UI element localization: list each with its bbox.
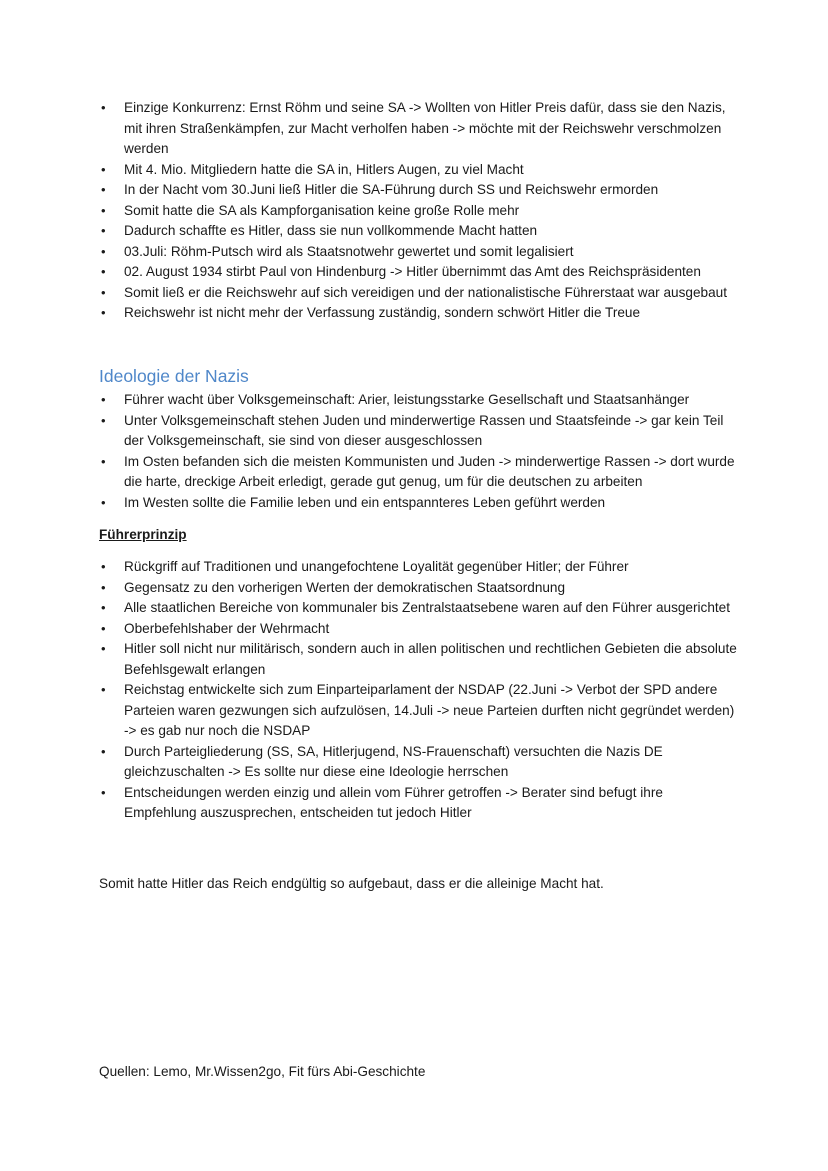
list-item-text: Hitler soll nicht nur militärisch, sondern auch in allen politischen und rechtlichen Gebieten die absolute Befehlsgewalt erlangen [124,641,737,677]
list-item [99,598,739,619]
list-item [99,160,739,181]
bullet-icon: • [101,100,106,115]
list-item-text: Entscheidungen werden einzig und allein vom Führer getroffen -> Berater sind befugt ihre Empfehlung auszusprechen, entscheiden tut jedoch Hitler [124,784,663,820]
bullet-icon: • [101,784,106,800]
list-item [99,283,739,304]
bullet-icon: • [101,412,106,428]
bullet-icon: • [101,579,106,595]
bullet-icon: • [101,682,106,697]
list-item [99,639,739,680]
list-item [99,578,739,599]
list-item-text: Gegensatz zu den vorherigen Werten der demokratischen Staatsordnung [124,579,566,595]
list-item [99,411,739,452]
bullet-icon: • [101,161,106,177]
bullet-icon: • [101,453,106,469]
list-item [99,262,739,283]
list-item [99,221,739,242]
list-item [99,619,739,640]
bullet-icon: • [101,182,106,197]
section-heading-ideologie: Ideologie der Nazis [99,366,249,386]
bullet-icon: • [101,305,106,320]
bullet-list-ideologie [99,390,739,513]
list-item-text: Somit hatte die SA als Kampforganisation keine große Rolle mehr [124,202,520,218]
list-item-text: Unter Volksgemeinschaft stehen Juden und minderwertige Rassen und Staatsfeinde -> gar kein Teil der Volksgemeinschaft, sie sind von dieser ausgeschlossen [124,412,724,448]
bullet-icon: • [101,392,106,407]
list-item [99,493,739,514]
bullet-icon: • [101,620,106,636]
list-item [99,783,739,824]
bullet-list-roehm [99,98,739,324]
bullet-icon: • [101,202,106,218]
bullet-icon: • [101,559,106,574]
list-item [99,98,739,160]
list-item [99,742,739,783]
bullet-icon: • [101,641,106,656]
bullet-icon: • [101,264,106,279]
list-item [99,242,739,263]
list-item [99,557,739,578]
bullet-icon: • [101,600,106,615]
list-item-text: Reichswehr ist nicht mehr der Verfassung zuständig, sondern schwört Hitler die Treue [124,305,641,320]
list-item-text: 03.Juli: Röhm-Putsch wird als Staatsnotwehr gewertet und somit legalisiert [124,243,574,259]
list-item-text: Im Osten befanden sich die meisten Kommunisten und Juden -> minderwertige Rassen -> dort wurde die harte, dreckige Arbeit erledigt, gerade gut genug, um für die deutschen zu arbeiten [124,453,735,489]
list-item [99,180,739,201]
bullet-icon: • [101,743,106,759]
list-item-text: Führer wacht über Volksgemeinschaft: Arier, leistungsstarke Gesellschaft und Staatsanhänger [124,392,690,407]
bullet-icon: • [101,284,106,300]
bullet-list-fuehrerprinzip [99,557,739,824]
list-item-text: Durch Parteigliederung (SS, SA, Hitlerjugend, NS-Frauenschaft) versuchten die Nazis DE gleichzuschalten -> Es sollte nur diese eine Ideologie herrschen [124,743,663,779]
list-item-text: 02. August 1934 stirbt Paul von Hindenburg -> Hitler übernimmt das Amt des Reichspräsidenten [124,264,701,279]
list-item [99,452,739,493]
sources-line: Quellen: Lemo, Mr.Wissen2go, Fit fürs Abi-Geschichte [99,1064,426,1079]
conclusion-paragraph: Somit hatte Hitler das Reich endgültig so aufgebaut, dass er die alleinige Macht hat. [99,876,604,891]
list-item-text: Einzige Konkurrenz: Ernst Röhm und seine SA -> Wollten von Hitler Preis dafür, dass sie den Nazis, mit ihren Straßenkämpfen, zur Macht verholfen haben -> möchte mit der Reichswehr verschmolzen werden [124,100,726,156]
list-item-text: Dadurch schaffte es Hitler, dass sie nun vollkommende Macht hatten [124,223,538,238]
section-heading-fuehrerprinzip: Führerprinzip [99,527,187,542]
list-item-text: Reichstag entwickelte sich zum Einparteiparlament der NSDAP (22.Juni -> Verbot der SPD andere Parteien waren gezwungen sich aufzulösen, 14.Juli -> neue Parteien durften nicht gegründet werden) -> es gab nur noch die NSDAP [124,682,735,738]
list-item [99,680,739,742]
list-item-text: In der Nacht vom 30.Juni ließ Hitler die SA-Führung durch SS und Reichswehr ermorden [124,182,659,197]
list-item-text: Mit 4. Mio. Mitgliedern hatte die SA in, Hitlers Augen, zu viel Macht [124,161,524,177]
list-item [99,303,739,324]
bullet-icon: • [101,223,106,238]
list-item-text: Im Westen sollte die Familie leben und ein entspannteres Leben geführt werden [124,494,606,510]
bullet-icon: • [101,494,106,510]
list-item-text: Somit ließ er die Reichswehr auf sich vereidigen und der nationalistische Führerstaat war ausgebaut [124,284,727,300]
list-item [99,201,739,222]
list-item-text: Rückgriff auf Traditionen und unangefochtene Loyalität gegenüber Hitler; der Führer [124,559,629,574]
list-item-text: Alle staatlichen Bereiche von kommunaler bis Zentralstaatsebene waren auf den Führer ausgerichtet [124,600,731,615]
bullet-icon: • [101,243,106,259]
list-item [99,390,739,411]
list-item-text: Oberbefehlshaber der Wehrmacht [124,620,330,636]
